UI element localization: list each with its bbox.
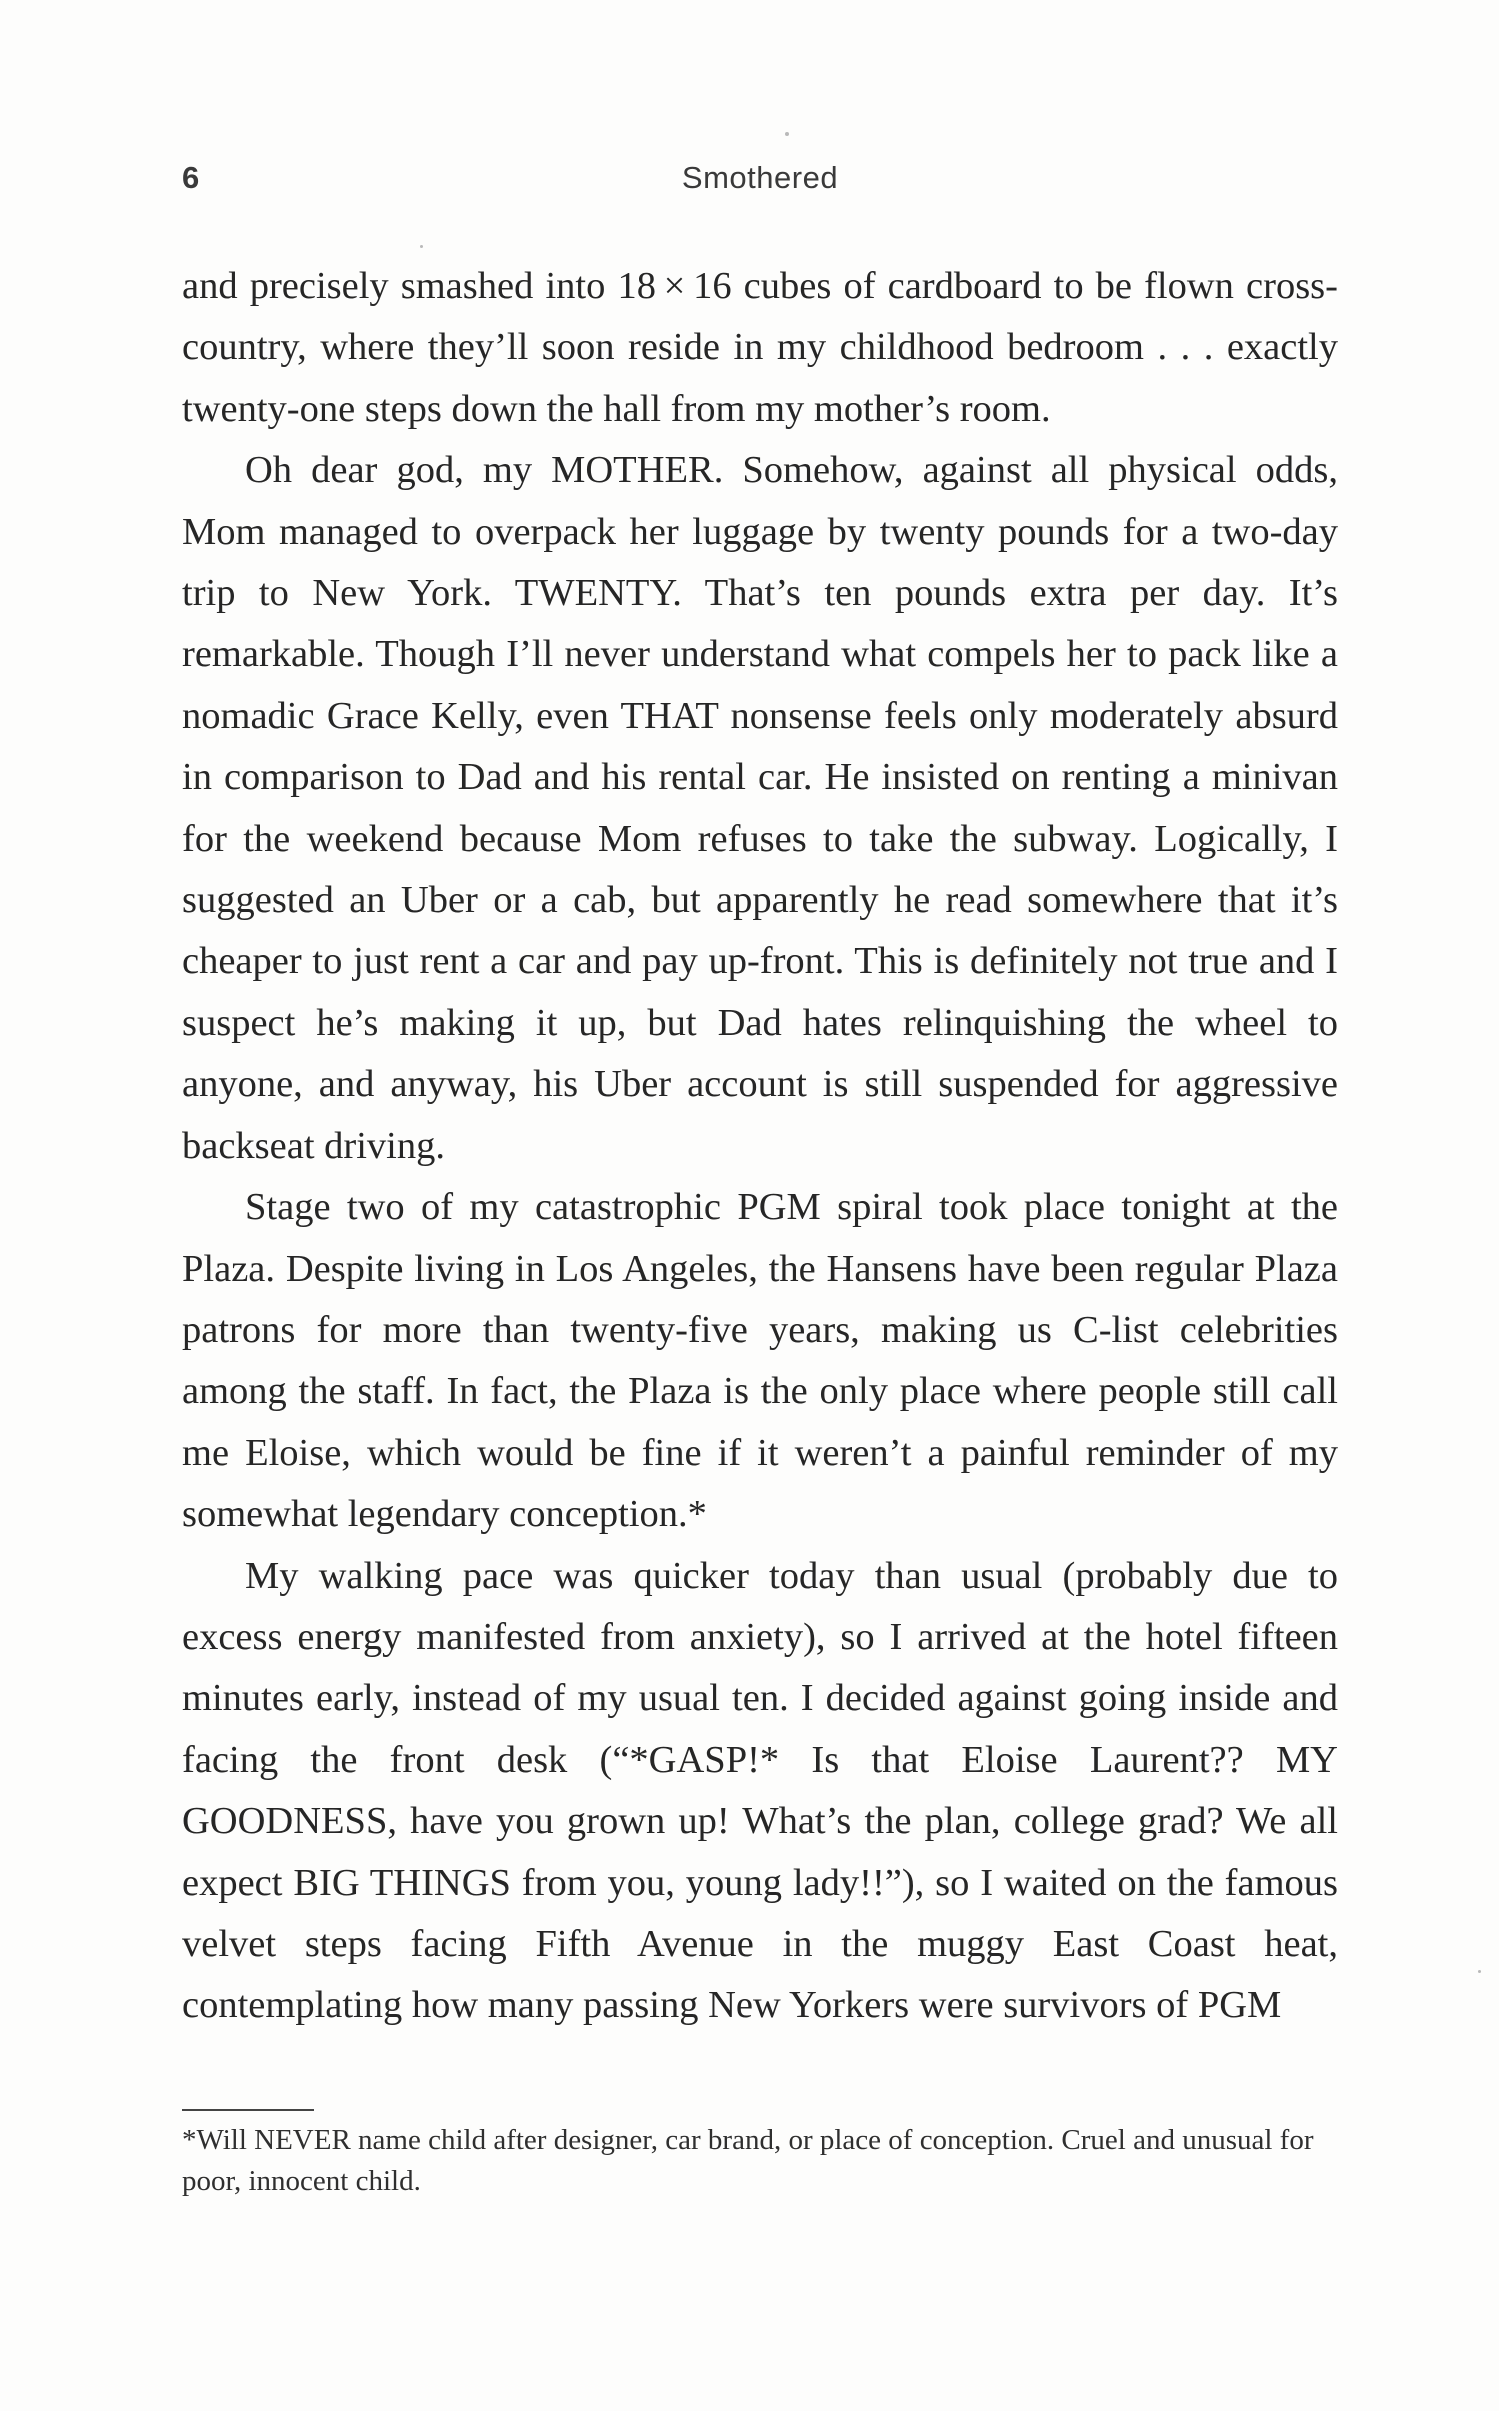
- page-number: 6: [182, 160, 200, 195]
- body-text: [182, 256, 1338, 2037]
- running-head: [182, 160, 1338, 204]
- running-title: Smothered: [681, 160, 839, 195]
- paragraph: Stage two of my catastrophic PGM spiral took place tonight at the Plaza. Despite living in Los Angeles, the Hansens have been regular Plaza patrons for more than twenty-five years, making us C-list celebrities among the staff. In fact, the Plaza is the only place where people still call me Eloise, which would be fine if it weren’t a painful reminder of my somewhat legendary conception.*: [182, 1186, 1338, 1536]
- scan-speck: [1478, 1970, 1481, 1973]
- footnote: *Will NEVER name child after designer, car brand, or place of conception. Cruel and unusual for poor, innocent child.: [182, 2124, 1314, 2197]
- paragraph: Oh dear god, my MOTHER. Somehow, against all physical odds, Mom managed to overpack her luggage by twenty pounds for a two-day trip to New York. TWENTY. That’s ten pounds extra per day. It’s remarkable. Though I’ll never understand what compels her to pack like a nomadic Grace Kelly, even THAT nonsense feels only moderately absurd in comparison to Dad and his rental car. He insisted on renting a minivan for the weekend because Mom refuses to take the subway. Logically, I suggested an Uber or a cab, but apparently he read somewhere that it’s cheaper to just rent a car and pay up-front. This is definitely not true and I suspect he’s making it up, but Dad hates relinquishing the wheel to anyone, and anyway, his Uber account is still suspended for aggressive backseat driving.: [182, 449, 1338, 1167]
- paragraph: My walking pace was quicker today than usual (probably due to excess energy manifested from anxiety), so I arrived at the hotel fifteen minutes early, instead of my usual ten. I decided against going inside and facing the front desk (“*GASP!* Is that Eloise Laurent?? MY GOODNESS, have you grown up! What’s the plan, college grad? We all expect BIG THINGS from you, young lady!!”), so I waited on the famous velvet steps facing Fifth Avenue in the muggy East Coast heat, contemplating how many passing New Yorkers were survivors of PGM: [182, 1554, 1338, 2027]
- footnote-rule: [182, 2109, 314, 2111]
- paragraph: and precisely smashed into 18 × 16 cubes of cardboard to be flown cross-country, where they’ll soon reside in my childhood bedroom . . . exactly twenty-one steps down the hall from my mother’s room.: [182, 265, 1338, 430]
- scan-speck: [420, 245, 423, 248]
- scan-speck: [785, 132, 789, 136]
